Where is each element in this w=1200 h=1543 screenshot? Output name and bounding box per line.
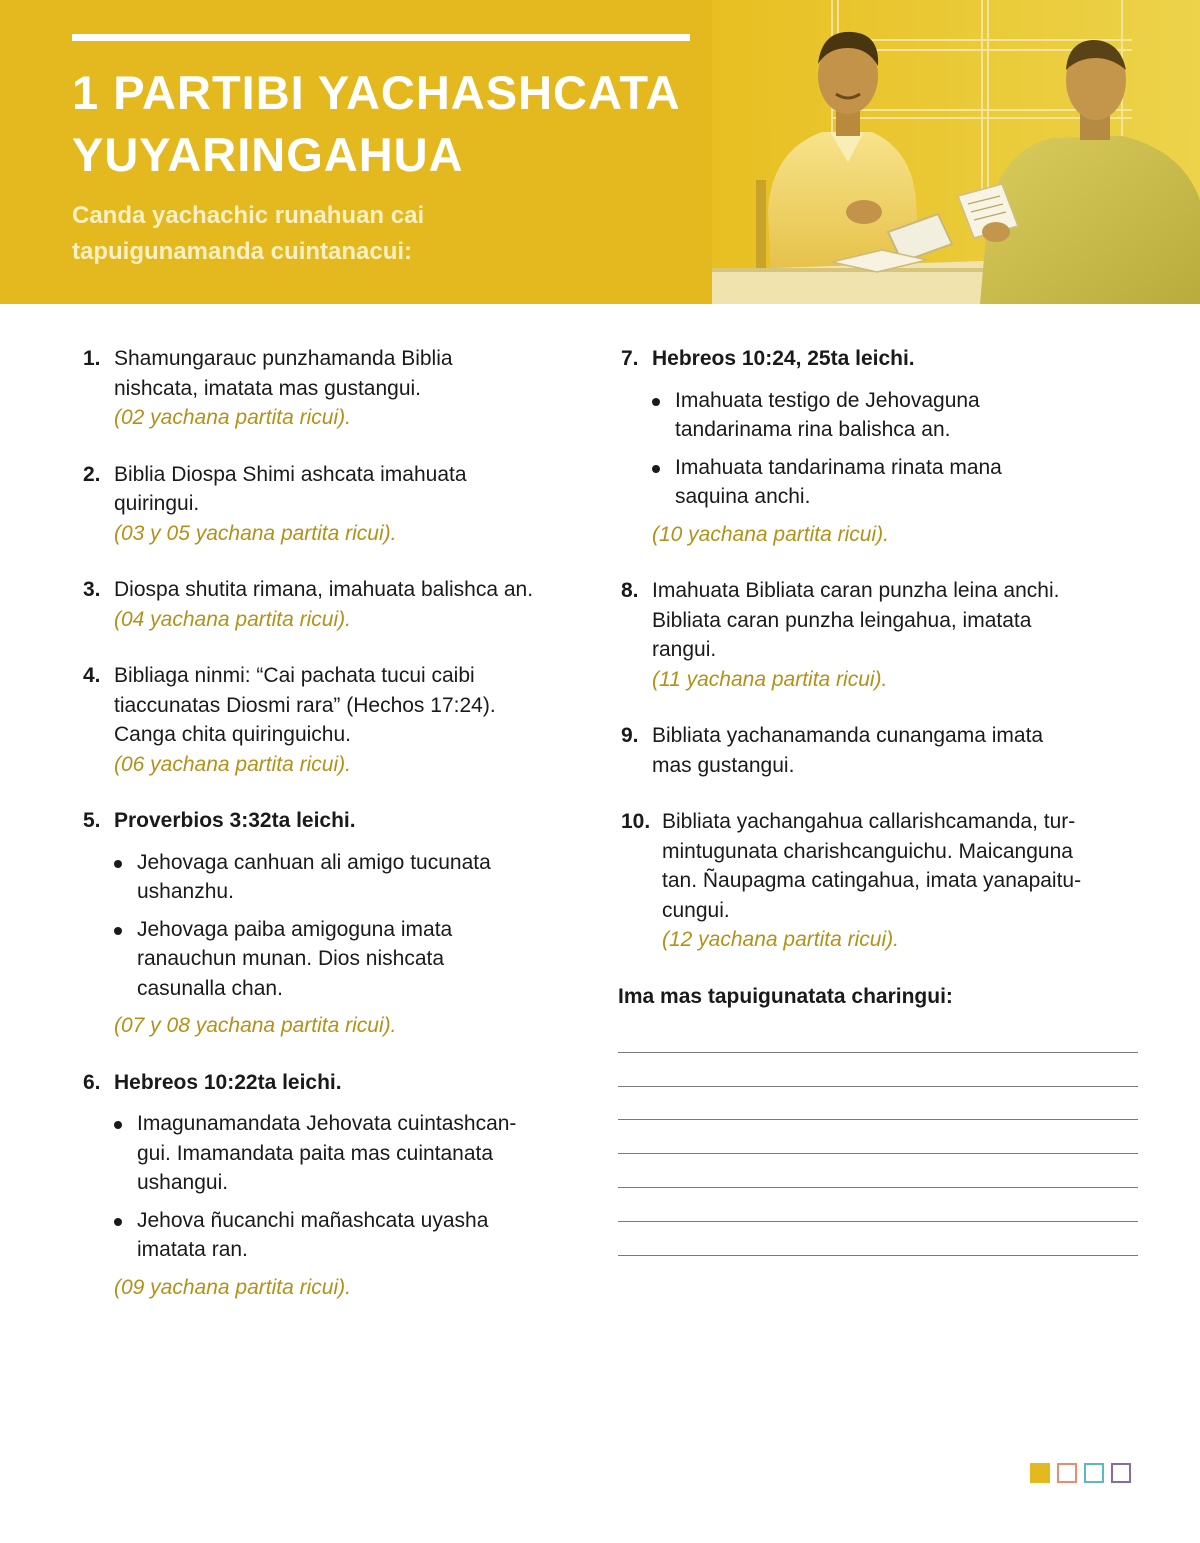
item-line: Canga chita quiringuichu.: [114, 723, 351, 746]
item-reference: (12 yachana partita ricui).: [662, 928, 899, 951]
question-item: [80, 460, 580, 549]
writing-line[interactable]: [618, 1222, 1138, 1256]
footer-square: [1084, 1463, 1104, 1483]
question-item: [80, 1068, 580, 1303]
question-item: [618, 576, 1138, 694]
writing-line[interactable]: [618, 1087, 1138, 1121]
item-line: nishcata, imatata mas gustangui.: [114, 376, 422, 400]
bullet-line: tandarinama rina balishca an.: [675, 418, 951, 441]
page-title-line: YUYARINGAHUA: [72, 128, 464, 181]
footer-squares: [1030, 1463, 1134, 1483]
item-text: [114, 344, 580, 403]
item-line: cungui.: [662, 898, 730, 922]
question-item: [80, 575, 580, 634]
item-line: mas gustangui.: [652, 753, 795, 777]
header-banner: [0, 0, 1200, 304]
item-line: tiaccunatas Diosmi rara” (Hechos 17:24).: [114, 693, 496, 717]
notes-label: Ima mas tapuigunatata charingui:: [618, 984, 953, 1008]
bullet-line: casunalla chan.: [137, 976, 283, 1000]
item-reference: (06 yachana partita ricui).: [114, 752, 351, 776]
page-subtitle-line: Canda yachachic runahuan cai: [72, 202, 425, 229]
bullet-list: [652, 386, 1138, 512]
bullet-line: ranauchun munan. Dios nishcata: [137, 947, 445, 970]
item-number: 9.: [621, 724, 639, 747]
item-text: [114, 575, 580, 605]
left-column: [80, 344, 580, 1329]
item-line: Bibliata yachangahua callarishcamanda, tur-: [662, 810, 1076, 833]
writing-line[interactable]: [618, 1019, 1138, 1053]
item-reference: (11 yachana partita ricui).: [652, 667, 888, 691]
item-number: 2.: [83, 462, 101, 486]
notes-lines: [618, 1019, 1138, 1256]
question-item: [618, 807, 1138, 955]
item-number: 7.: [621, 347, 639, 370]
writing-line[interactable]: [618, 1188, 1138, 1222]
bullet-line: Imahuata tandarinama rinata mana: [675, 455, 1002, 479]
question-item: [618, 721, 1138, 780]
item-heading: Hebreos 10:22ta leichi.: [114, 1070, 342, 1094]
item-number: 5.: [83, 809, 101, 832]
item-number: 8.: [621, 579, 639, 602]
right-column: [618, 344, 1138, 1256]
item-reference: (04 yachana partita ricui).: [114, 607, 351, 631]
item-reference: (03 y 05 yachana partita ricui).: [114, 521, 397, 545]
item-text: [114, 661, 580, 750]
item-reference: (02 yachana partita ricui).: [114, 406, 351, 429]
bullet-item: [114, 848, 580, 907]
bullet-list: [114, 1109, 580, 1265]
item-heading: Hebreos 10:24, 25ta leichi.: [652, 347, 915, 370]
item-line: Bibliata yachanamanda cunangama imata: [652, 724, 1044, 747]
bullet-line: Jehovaga canhuan ali amigo tucunata: [137, 850, 491, 874]
question-item: [80, 344, 580, 433]
item-line: Imahuata Bibliata caran punzha leina anchi.: [652, 579, 1060, 602]
page-subtitle-line: tapuigunamanda cuintanacui:: [72, 238, 413, 265]
header-rule: [72, 34, 690, 41]
bullet-item: [114, 915, 580, 1004]
bullet-list: [114, 848, 580, 1004]
item-line: quiringui.: [114, 492, 200, 515]
bullet-item: [652, 453, 1138, 512]
item-line: Bibliata caran punzha leingahua, imatata: [652, 608, 1032, 632]
writing-line[interactable]: [618, 1154, 1138, 1188]
bullet-line: imatata ran.: [137, 1238, 248, 1261]
footer-square: [1111, 1463, 1131, 1483]
page-title-line: 1 PARTIBI YACHASHCATA: [72, 66, 681, 119]
page-title: [72, 62, 712, 186]
item-number: 6.: [83, 1070, 101, 1094]
item-text: [662, 807, 1138, 925]
bullet-line: saquina anchi.: [675, 485, 811, 508]
item-number: 3.: [83, 578, 101, 601]
bullet-line: Imagunamandata Jehovata cuintashcan-: [137, 1112, 517, 1135]
bullet-line: Imahuata testigo de Jehovaguna: [675, 388, 980, 412]
illustration-bible-study: [712, 0, 1200, 304]
item-line: Diospa shutita rimana, imahuata balishca an.: [114, 578, 534, 601]
footer-square: [1057, 1463, 1077, 1483]
item-text: [114, 460, 580, 519]
item-reference: (07 y 08 yachana partita ricui).: [114, 1014, 397, 1037]
item-line: Bibliaga ninmi: “Cai pachata tucui caibi: [114, 664, 475, 687]
item-line: mintugunata charishcanguichu. Maicanguna: [662, 839, 1073, 863]
question-item: [80, 661, 580, 779]
item-line: tan. Ñaupagma catingahua, imata yanapaitu-: [662, 869, 1082, 892]
footer-square: [1030, 1463, 1050, 1483]
writing-line[interactable]: [618, 1120, 1138, 1154]
bullet-item: [114, 1109, 580, 1198]
item-text: [652, 576, 1138, 665]
question-item: [80, 806, 580, 1041]
bullet-line: Jehovaga paiba amigoguna imata: [137, 917, 453, 941]
bullet-item: [652, 386, 1138, 445]
bullet-line: ushanzhu.: [137, 880, 234, 903]
question-item: [618, 344, 1138, 549]
item-text: [652, 721, 1138, 780]
item-line: rangui.: [652, 638, 717, 661]
bullet-item: [114, 1206, 580, 1265]
writing-line[interactable]: [618, 1053, 1138, 1087]
item-line: Shamungarauc punzhamanda Biblia: [114, 347, 453, 370]
item-reference: (09 yachana partita ricui).: [114, 1275, 351, 1299]
item-reference: (10 yachana partita ricui).: [652, 522, 889, 546]
item-number: 1.: [83, 347, 101, 370]
bullet-line: ushangui.: [137, 1171, 229, 1194]
item-number: 10.: [621, 810, 651, 833]
item-number: 4.: [83, 664, 101, 687]
bullet-line: Jehova ñucanchi mañashcata uyasha: [137, 1208, 489, 1232]
item-line: Biblia Diospa Shimi ashcata imahuata: [114, 462, 467, 486]
page-subtitle: [72, 198, 532, 270]
item-heading: Proverbios 3:32ta leichi.: [114, 809, 356, 832]
bullet-line: gui. Imamandata paita mas cuintanata: [137, 1141, 494, 1165]
